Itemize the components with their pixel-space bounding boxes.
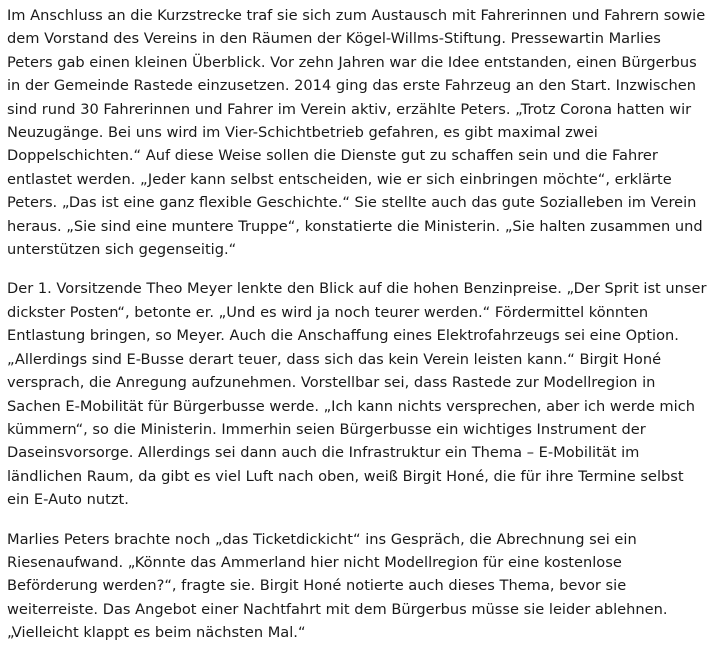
article-paragraph: Der 1. Vorsitzende Theo Meyer lenkte den Blick auf die hohen Benzinpreise. „Der Sprit ist unser dickster Posten“, betonte er. „Und es wird ja noch teurer werden.“ Fördermittel könnten Entlastung bringen, so Meyer. Auch die Anschaffung eines Elektrofahrzeugs sei eine Option. „Allerdings sind E-Busse derart teuer, dass sich das kein Verein leisten kann.“ Birgit Honé versprach, die Anregung aufzunehmen. Vorstellbar sei, dass Rastede zur Modellregion in Sachen E-Mobilität für Bürgerbusse werde. „Ich kann nichts versprechen, aber ich werde mich kümmern“, so die Ministerin. Immerhin seien Bürgerbusse ein wichtiges Instrument der Daseinsvorsorge. Allerdings sei dann auch die Infrastruktur ein Thema – E-Mobilität im ländlichen Raum, da gibt es viel Luft nach oben, weiß Birgit Honé, die für ihre Termine selbst ein E-Auto nutzt.	[7, 280, 707, 509]
article-paragraph: Im Anschluss an die Kurzstrecke traf sie sich zum Austausch mit Fahrerinnen und Fahrern sowie dem Vorstand des Vereins in den Räumen der Kögel-Willms-Stiftung. Pressewartin Marlies Peters gab einen kleinen Überblick. Vor zehn Jahren war die Idee entstanden, einen Bürgerbus in der Gemeinde Rastede einzusetzen. 2014 ging das erste Fahrzeug an den Start. Inzwischen sind rund 30 Fahrerinnen und Fahrer im Verein aktiv, erzählte Peters. „Trotz Corona hatten wir Neuzugänge. Bei uns wird im Vier-Schichtbetrieb gefahren, es gibt maximal zwei Doppelschichten.“ Auf diese Weise sollen die Dienste gut zu schaffen sein und die Fahrer entlastet werden. „Jeder kann selbst entscheiden, wie er sich einbringen möchte“, erklärte Peters. „Das ist eine ganz flexible Geschichte.“ Sie stellte auch das gute Sozialleben im Verein heraus. „Sie sind eine muntere Truppe“, konstatierte die Ministerin. „Sie halten zusammen und unterstützen sich gegenseitig.“	[7, 7, 706, 259]
article-body	[7, 4, 709, 645]
article-paragraph: Marlies Peters brachte noch „das Ticketdickicht“ ins Gespräch, die Abrechnung sei ein Riesenaufwand. „Könnte das Ammerland hier nicht Modellregion für eine kostenlose Beförderung werden?“, fragte sie. Birgit Honé notierte auch dieses Thema, bevor sie weiterreiste. Das Angebot einer Nachtfahrt mit dem Bürgerbus müsse sie leider ablehnen. „Vielleicht klappt es beim nächsten Mal.“	[7, 530, 668, 642]
